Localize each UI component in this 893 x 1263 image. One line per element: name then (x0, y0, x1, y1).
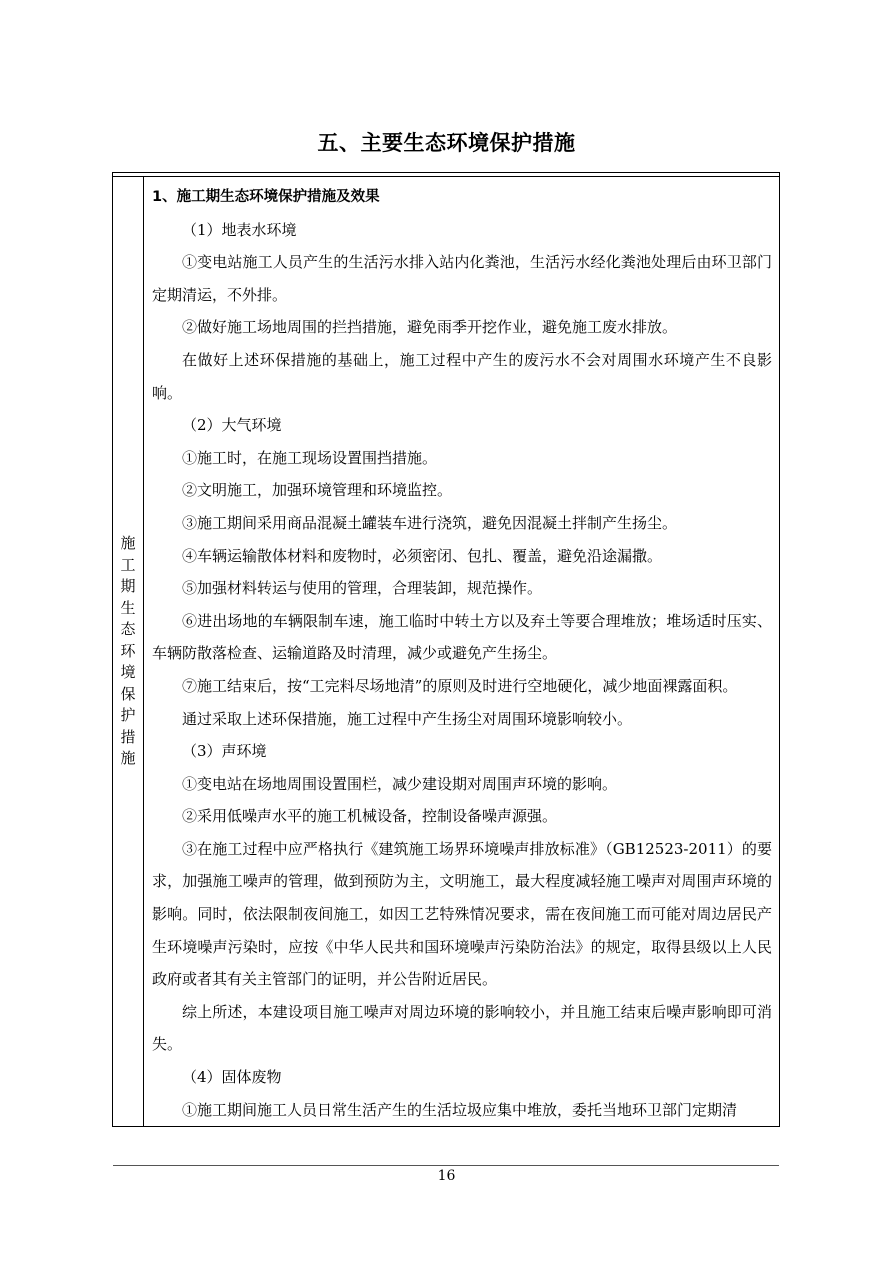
row-label-char: 生 (120, 598, 136, 617)
subsection-title-solid-waste: （4）固体废物 (182, 1068, 282, 1087)
subsection-title-noise: （3）声环境 (182, 742, 267, 761)
paragraph: ⑦施工结束后，按“工完料尽场地清”的原则及时进行空地硬化，减少地面裸露面积。 (182, 676, 738, 695)
paragraph: ①变电站在场地周围设置围栏，减少建设期对周围声环境的影响。 (182, 774, 618, 793)
subsection-title-air: （2）大气环境 (182, 416, 282, 435)
paragraph: ②文明施工，加强环境管理和环境监控。 (182, 481, 453, 500)
paragraph: ⑥进出场地的车辆限制车速，施工临时中转土方以及弃土等要合理堆放；堆场适时压实、车辆防散落检查、运输道路及时清理，减少或避免产生扬尘。 (152, 611, 772, 663)
row-label-char: 环 (120, 641, 136, 660)
paragraph: ②做好施工场地周围的拦挡措施，避免雨季开挖作业，避免施工废水排放。 (182, 318, 678, 337)
row-label-char: 保 (120, 684, 136, 703)
row-label-char: 施 (120, 749, 136, 768)
table-double-border (112, 176, 780, 177)
row-label (120, 533, 135, 770)
row-label-cell (113, 176, 143, 1127)
column-divider (143, 176, 144, 1127)
footer-rule (113, 1165, 779, 1166)
paragraph: ①变电站施工人员产生的生活污水排入站内化粪池，生活污水经化粪池处理后由环卫部门定期清运，不外排。 (152, 253, 772, 304)
subsection-title-surface-water: （1）地表水环境 (182, 220, 297, 239)
page-title: 五、主要生态环境保护措施 (317, 131, 576, 155)
row-label-char: 措 (120, 727, 136, 746)
row-label-char: 护 (120, 706, 136, 725)
paragraph: ①施工期间施工人员日常生活产生的生活垃圾应集中堆放，委托当地环卫部门定期清 (182, 1100, 738, 1119)
paragraph: ④车辆运输散体材料和废物时，必须密闭、包扎、覆盖，避免沿途漏撒。 (182, 546, 663, 565)
paragraph: 通过采取上述环保措施，施工过程中产生扬尘对周围环境影响较小。 (182, 709, 633, 728)
content-cell (152, 181, 772, 1127)
paragraph: 在做好上述环保措施的基础上，施工过程中产生的废污水不会对周围水环境产生不良影响。 (152, 350, 772, 402)
section-heading: 1、施工期生态环境保护措施及效果 (152, 189, 380, 205)
page-number: 16 (437, 1168, 456, 1184)
paragraph: ③施工期间采用商品混凝土罐装车进行浇筑，避免因混凝土拌制产生扬尘。 (182, 513, 678, 532)
paragraph: ②采用低噪声水平的施工机械设备，控制设备噪声源强。 (182, 807, 558, 826)
row-label-char: 态 (120, 620, 136, 639)
paragraph: ③在施工过程中应严格执行《建筑施工场界环境噪声排放标准》（GB12523-2011）的要求，加强施工噪声的管理，做到预防为主，文明施工，最大程度减轻施工噪声对周围声环境的影响。同时，依法限制夜间施工，如因工艺特殊情况要求，需在夜间施工而可能对周边居民产生环境噪声污染时，应按《中华人民共和国环境噪声污染防治法》的规定，取得县级以上人民政府或者其有关主管部门的证明，并公告附近居民。 (152, 839, 772, 989)
paragraph: 综上所述，本建设项目施工噪声对周边环境的影响较小，并且施工结束后噪声影响即可消失。 (152, 1002, 772, 1054)
row-label-char: 期 (120, 577, 136, 596)
paragraph: ①施工时，在施工现场设置围挡措施。 (182, 448, 438, 467)
row-label-char: 施 (120, 534, 136, 553)
row-label-char: 工 (120, 555, 136, 574)
row-label-char: 境 (120, 663, 136, 682)
paragraph: ⑤加强材料转运与使用的管理，合理装卸，规范操作。 (182, 579, 543, 598)
